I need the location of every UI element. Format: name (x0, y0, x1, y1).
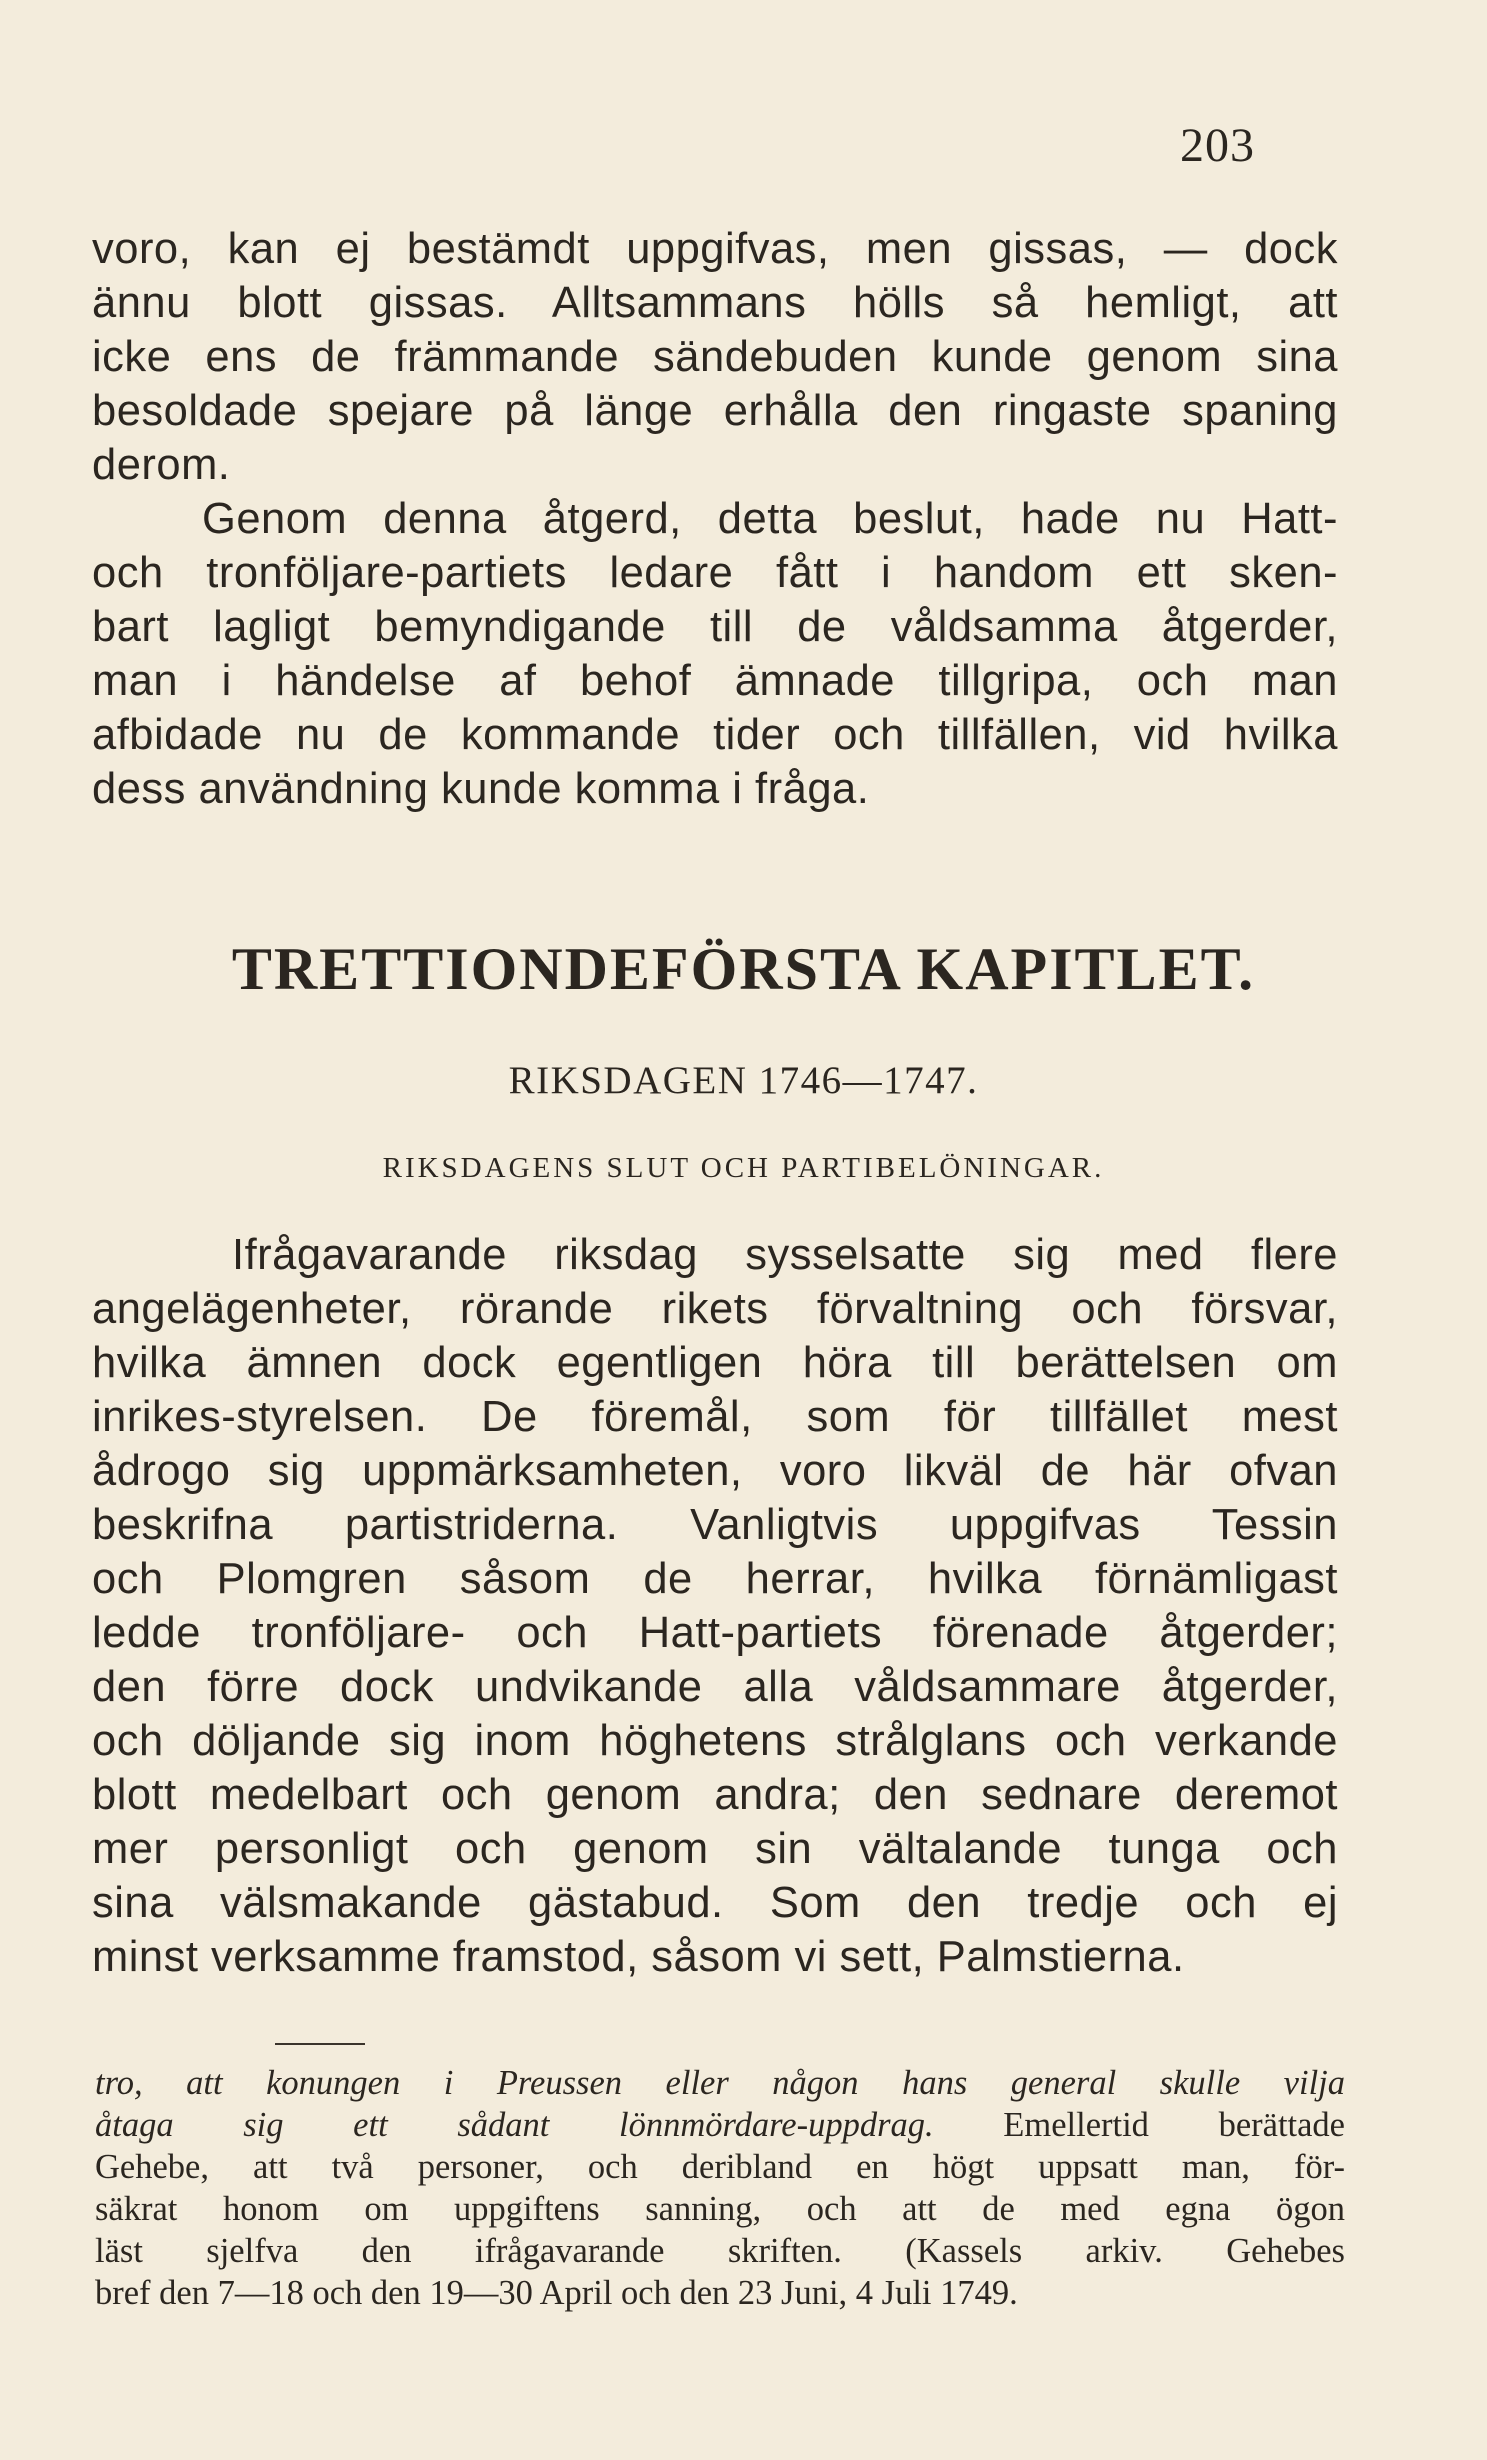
footnote-text: Emellertid berättade (933, 2106, 1345, 2144)
text-line: afbidade nu de kommande tider och tillfällen, vid hvilka (92, 711, 1338, 759)
text-line: ledde tronföljare- och Hatt-partiets förenade åtgerder; (92, 1609, 1338, 1657)
text-line: Ifrågavarande riksdag sysselsatte sig med flere (232, 1231, 1338, 1279)
text-line: och döljande sig inom höghetens strålglans och verkande (92, 1717, 1338, 1765)
text-line: och tronföljare-partiets ledare fått i handom ett sken- (92, 549, 1338, 597)
text-line: Genom denna åtgerd, detta beslut, hade nu Hatt- (202, 495, 1338, 543)
text-line: inrikes-styrelsen. De föremål, som för tillfället mest (92, 1393, 1338, 1441)
text-line: derom. (92, 441, 231, 489)
footnote-line: tro, att konungen i Preussen eller någon hans general skulle vilja (95, 2064, 1345, 2102)
footnote-line: säkrat honom om uppgiftens sanning, och att de med egna ögon (95, 2190, 1345, 2228)
text-line: dess användning kunde komma i fråga. (92, 765, 870, 813)
paragraph-continued (92, 222, 1338, 816)
text-line: den förre dock undvikande alla våldsammare åtgerder, (92, 1663, 1338, 1711)
text-line: beskrifna partistriderna. Vanligtvis uppgifvas Tessin (92, 1501, 1338, 1549)
text-line: sina välsmakande gästabud. Som den tredje och ej (92, 1879, 1338, 1927)
paragraph-main (92, 1228, 1338, 1984)
text-line: ådrogo sig uppmärksamheten, voro likväl de här ofvan (92, 1447, 1338, 1495)
text-line: blott medelbart och genom andra; den sednare deremot (92, 1771, 1338, 1819)
page-number: 203 (1180, 119, 1255, 172)
text-line: icke ens de främmande sändebuden kunde genom sina (92, 333, 1338, 381)
chapter-subheading: RIKSDAGENS SLUT OCH PARTIBELÖNINGAR. (382, 1152, 1105, 1184)
footnote-line: bref den 7—18 och den 19—30 April och den 23 Juni, 4 Juli 1749. (95, 2274, 1018, 2312)
text-line: ännu blott gissas. Alltsammans hölls så hemligt, att (92, 279, 1338, 327)
footnote-divider (275, 2043, 365, 2045)
text-line: minst verksamme framstod, såsom vi sett, Palmstierna. (92, 1933, 1185, 1981)
footnote-line: läst sjelfva den ifrågavarande skriften. (Kassels arkiv. Gehebes (95, 2232, 1345, 2270)
text-line: angelägenheter, rörande rikets förvaltning och försvar, (92, 1285, 1338, 1333)
footnote-line: Gehebe, att två personer, och deribland en högt uppsatt man, för- (95, 2148, 1345, 2186)
text-line: besoldade spejare på länge erhålla den ringaste spaning (92, 387, 1338, 435)
text-line: hvilka ämnen dock egentligen höra till berättelsen om (92, 1339, 1338, 1387)
footnote-italic-text: åtaga sig ett sådant lönnmördare-uppdrag. (95, 2106, 934, 2144)
text-line: mer personligt och genom sin vältalande tunga och (92, 1825, 1338, 1873)
text-line: och Plomgren såsom de herrar, hvilka förnämligast (92, 1555, 1338, 1603)
chapter-title: TRETTIONDEFÖRSTA KAPITLET. (231, 936, 1256, 1002)
footnote-line (95, 2104, 1345, 2146)
footnote (95, 2062, 1345, 2314)
text-line: man i händelse af behof ämnade tillgripa, och man (92, 657, 1338, 705)
chapter-subtitle: RIKSDAGEN 1746—1747. (508, 1059, 979, 1102)
text-line: voro, kan ej bestämdt uppgifvas, men gissas, — dock (92, 225, 1338, 273)
text-line: bart lagligt bemyndigande till de våldsamma åtgerder, (92, 603, 1338, 651)
